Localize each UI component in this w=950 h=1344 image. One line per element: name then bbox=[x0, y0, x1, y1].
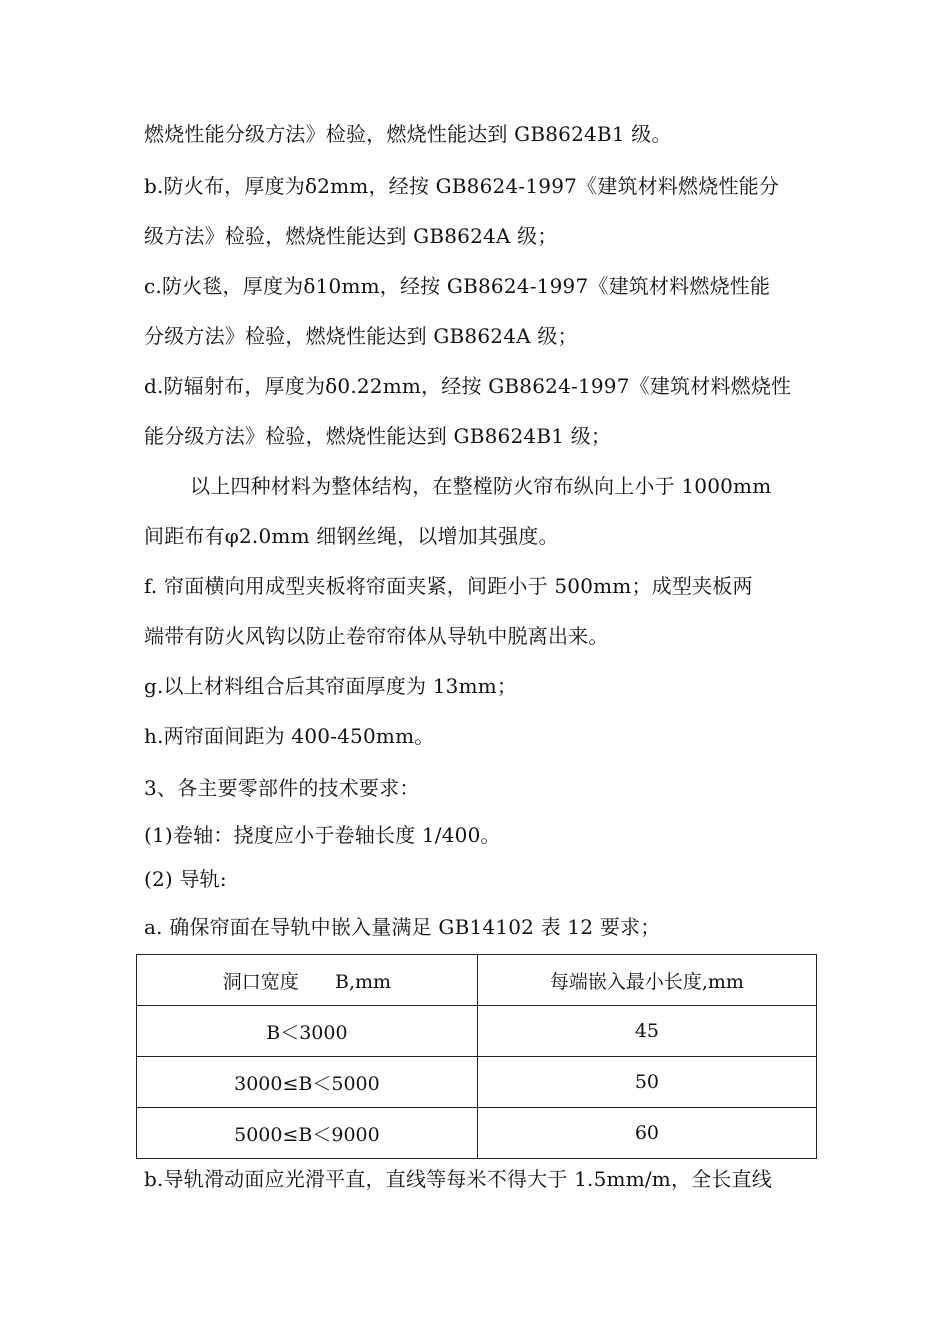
table-cell: 45 bbox=[477, 1006, 816, 1057]
text-line: 间距布有φ2.0mm 细钢丝绳，以增加其强度。 bbox=[144, 524, 559, 548]
text-line: b.防火布，厚度为δ2mm，经按 GB8624-1997《建筑材料燃烧性能分 bbox=[144, 174, 780, 198]
table-cell: 50 bbox=[477, 1057, 816, 1108]
text-line: h.两帘面间距为 400-450mm。 bbox=[144, 724, 435, 748]
table-cell: 5000≤B＜9000 bbox=[137, 1108, 478, 1159]
table-cell: B＜3000 bbox=[137, 1006, 478, 1057]
text-line: a. 确保帘面在导轨中嵌入量满足 GB14102 表 12 要求； bbox=[144, 915, 661, 939]
text-line: 级方法》检验，燃烧性能达到 GB8624A 级； bbox=[144, 224, 558, 248]
text-line: f. 帘面横向用成型夹板将帘面夹紧，间距小于 500mm；成型夹板两 bbox=[144, 574, 753, 598]
text-line: (2) 导轨: bbox=[144, 867, 227, 891]
text-line: 燃烧性能分级方法》检验，燃烧性能达到 GB8624B1 级。 bbox=[144, 122, 672, 146]
table-header-cell: 每端嵌入最小长度,mm bbox=[477, 955, 816, 1006]
table-cell: 60 bbox=[477, 1108, 816, 1159]
section-heading: 3、各主要零部件的技术要求： bbox=[144, 776, 420, 800]
text-line: b.导轨滑动面应光滑平直，直线等每米不得大于 1.5mm/m，全长直线 bbox=[144, 1167, 772, 1191]
embed-length-table bbox=[136, 954, 817, 1159]
text-line: 端带有防火风钩以防止卷帘帘体从导轨中脱离出来。 bbox=[144, 624, 609, 648]
table-cell: 3000≤B＜5000 bbox=[137, 1057, 478, 1108]
table-row bbox=[137, 1108, 817, 1159]
text-line: d.防辐射布，厚度为δ0.22mm，经按 GB8624-1997《建筑材料燃烧性 bbox=[144, 374, 792, 398]
table-row bbox=[137, 1057, 817, 1108]
table-row bbox=[137, 1006, 817, 1057]
text-line: g.以上材料组合后其帘面厚度为 13mm； bbox=[144, 674, 518, 698]
text-line: (1)卷轴：挠度应小于卷轴长度 1/400。 bbox=[144, 823, 501, 847]
table-header-row bbox=[137, 955, 817, 1006]
text-line: 以上四种材料为整体结构，在整樘防火帘布纵向上小于 1000mm bbox=[190, 474, 772, 498]
text-line: c.防火毯，厚度为δ10mm，经按 GB8624-1997《建筑材料燃烧性能 bbox=[144, 274, 771, 298]
table-header-cell: 洞口宽度 B,mm bbox=[137, 955, 478, 1006]
text-line: 能分级方法》检验，燃烧性能达到 GB8624B1 级； bbox=[144, 424, 612, 448]
text-line: 分级方法》检验，燃烧性能达到 GB8624A 级； bbox=[144, 324, 578, 348]
